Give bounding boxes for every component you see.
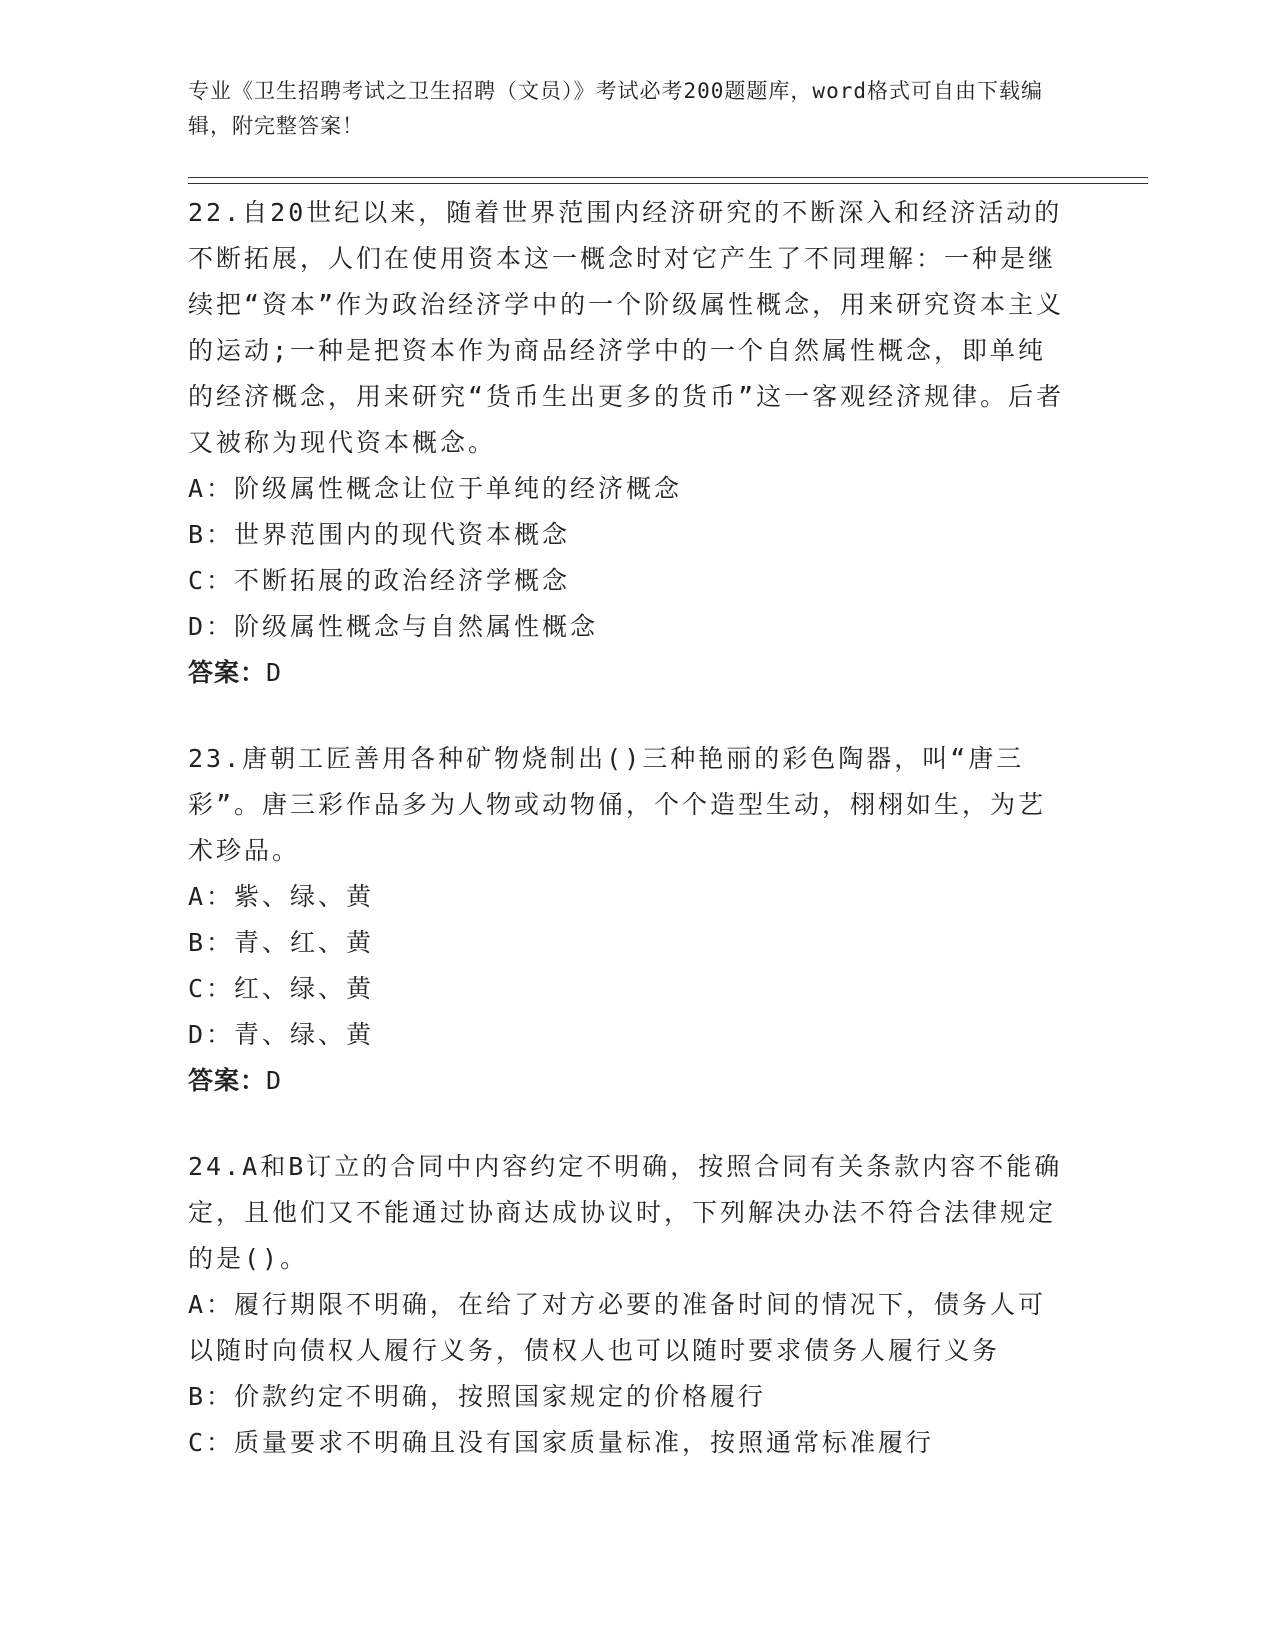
option-a: A：紫、绿、黄 (188, 882, 375, 911)
question-24 (188, 1144, 1068, 1466)
question-text: 24.A和B订立的合同中内容约定不明确，按照合同有关条款内容不能确定，且他们又不能通过协商达成协议时，下列解决办法不符合法律规定的是()。 (188, 1152, 1063, 1273)
question-22 (188, 190, 1068, 696)
header-divider-top (188, 177, 1148, 178)
option-b: B：世界范围内的现代资本概念 (188, 520, 571, 549)
answer-label: 答案： (188, 658, 267, 687)
answer-value: D (266, 658, 283, 687)
option-d: D：青、绿、黄 (188, 1020, 375, 1049)
document-header: 专业《卫生招聘考试之卫生招聘（文员）》考试必考200题题库，word格式可自由下载编辑，附完整答案！ (188, 79, 1043, 138)
question-23 (188, 736, 1068, 1104)
question-text: 22.自20世纪以来，随着世界范围内经济研究的不断深入和经济活动的不断拓展，人们在使用资本这一概念时对它产生了不同理解：一种是继续把“资本”作为政治经济学中的一个阶级属性概念，用来研究资本主义的运动;一种是把资本作为商品经济学中的一个自然属性概念，即单纯的经济概念，用来研究“货币生出更多的货币”这一客观经济规律。后者又被称为现代资本概念。 (188, 198, 1065, 457)
option-a: A：履行期限不明确，在给了对方必要的准备时间的情况下，债务人可以随时向债权人履行义务，债权人也可以随时要求债务人履行义务 (188, 1290, 1047, 1365)
option-c: C：不断拓展的政治经济学概念 (188, 566, 571, 595)
answer-line (188, 1058, 1068, 1104)
answer-value: D (266, 1066, 283, 1095)
option-b: B：青、红、黄 (188, 928, 375, 957)
answer-line (188, 650, 1068, 696)
option-a: A：阶级属性概念让位于单纯的经济概念 (188, 474, 683, 503)
option-c: C：红、绿、黄 (188, 974, 375, 1003)
option-d: D：阶级属性概念与自然属性概念 (188, 612, 599, 641)
question-list (188, 190, 1068, 1466)
header-divider-bottom (188, 183, 1148, 184)
option-c: C：质量要求不明确且没有国家质量标准，按照通常标准履行 (188, 1428, 935, 1457)
answer-label: 答案： (188, 1066, 267, 1095)
question-text: 23.唐朝工匠善用各种矿物烧制出()三种艳丽的彩色陶器，叫“唐三彩”。唐三彩作品多为人物或动物俑，个个造型生动，栩栩如生，为艺术珍品。 (188, 744, 1047, 865)
option-b: B：价款约定不明确，按照国家规定的价格履行 (188, 1382, 767, 1411)
